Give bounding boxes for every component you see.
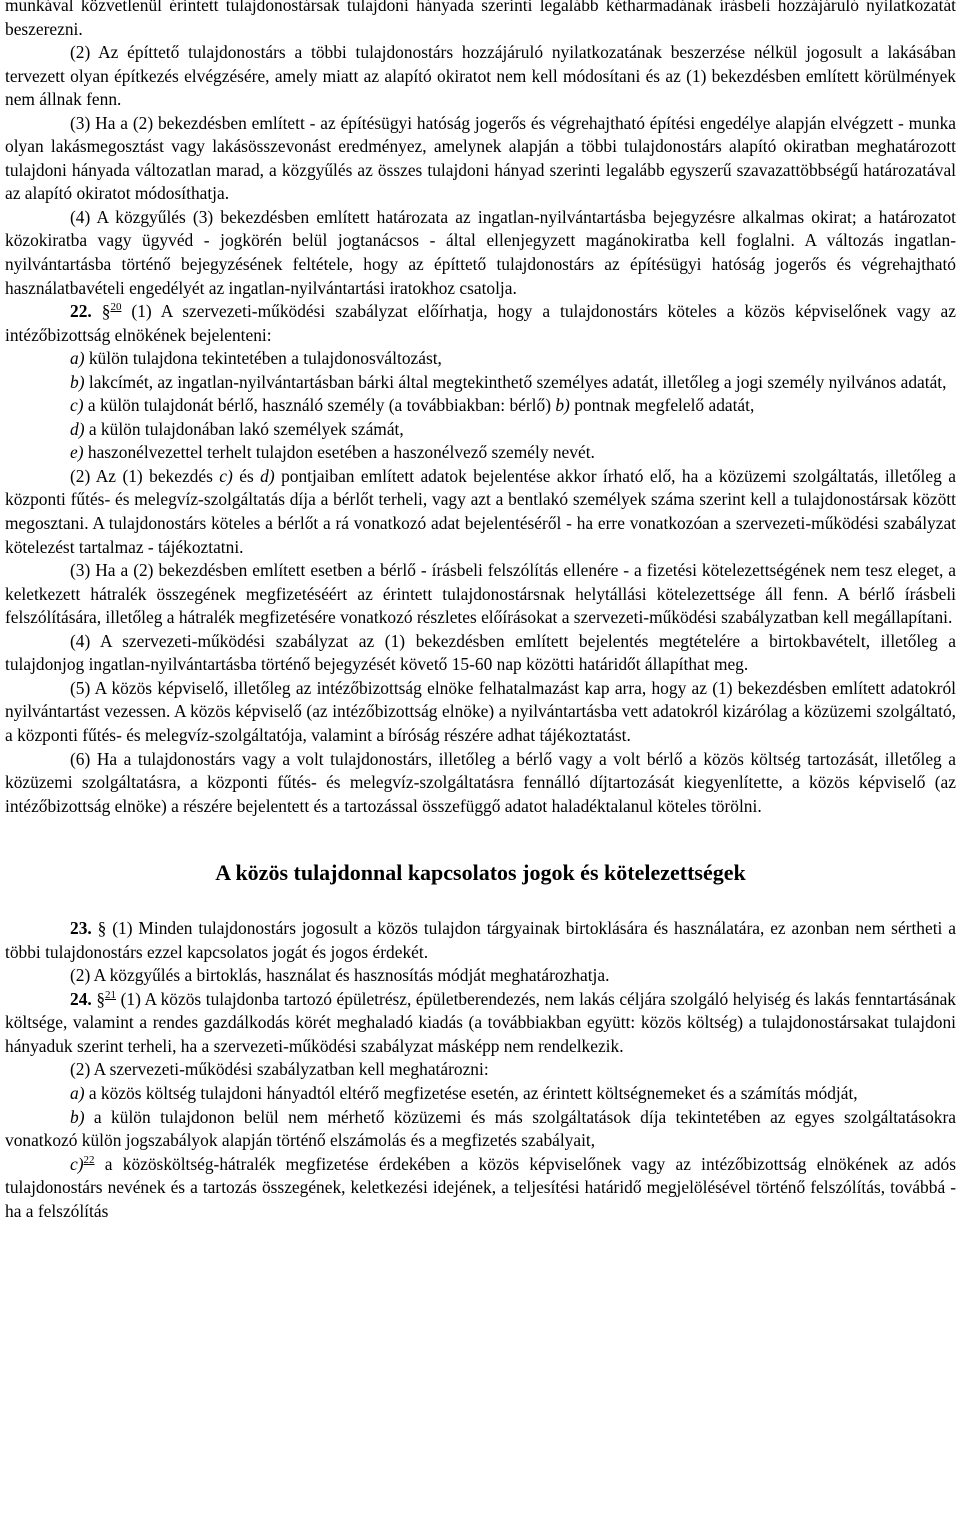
section-22-paragraph-1 — [5, 300, 956, 347]
list-item-e: e) haszonélvezettel terhelt tulajdon esetében a haszonélvező személy nevét. — [70, 442, 595, 463]
footnote-ref[interactable]: 22 — [83, 1153, 95, 1166]
section-sign: § — [101, 301, 111, 322]
section-22-paragraph-3: (3) Ha a (2) bekezdésben említett esetben a bérlő - írásbeli felszólítás ellenére - a fizetési kötelezettségének nem tesz eleget, a keletkezett hátralék összegének megfizetéséért az érintett tulajdonostársnak helytállási kötelezettsége áll fenn. A bérlő írásbeli felszólítására, illetőleg a hátralék megfizetésére vonatkozó részletes előírásokat a szervezeti-működési szabályzatban kell megállapítani. — [5, 560, 956, 628]
paragraph-21-2: (2) Az építtető tulajdonostárs a többi tulajdonostárs hozzájáruló nyilatkozatának beszerzése nélkül jogosult a lakásában tervezett olyan építkezés elvégzésére, amely miatt az alapító okiratot nem kell módosítani és az (1) bekezdésben említett körülmények nem állnak fenn. — [5, 42, 956, 110]
paragraph-continuation: munkával közvetlenül érintett tulajdonostársak tulajdoni hányada szerinti legalább kétharmadának írásbeli hozzájáruló nyilatkozatát beszerezni. — [5, 0, 956, 39]
chapter-heading: A közös tulajdonnal kapcsolatos jogok és kötelezettségek — [215, 860, 746, 886]
list-item-b: b) lakcímét, az ingatlan-nyilvántartásban bárki által megtekinthető személyes adatát, illetőleg a jogi személy nyilvános adatát, — [70, 371, 947, 392]
paragraph-21-3: (3) Ha a (2) bekezdésben említett - az építésügyi hatóság jogerős és végrehajtható építési engedélye alapján elvégzett - munka olyan lakásmegosztást vagy lakásösszevonást eredményez, amelynek alapján a többi tulajdonostárs alapító okiratban meghatározott tulajdoni hányada változatlan marad, a közgyűlés az összes tulajdoni hányad szerinti legalább egyszerű szavazattöbbségű határozatával az alapító okiratot módosíthatja. — [5, 112, 956, 204]
section-22-paragraph-2: (2) Az (1) bekezdés c) és d) pontjaiban említett adatok bejelentése akkor írható elő, ha a közüzemi szolgáltatás, illetőleg a központi fűtés- és melegvíz-szolgáltatás díja a bérlőt terheli, vagy azt a bentlakó személyek száma szerint kell a tulajdonostársak között megosztani. A tulajdonostárs köteles a bérlőt a rá vonatkozó adat bejelentéséről - ha erre vonatkozóan a szervezeti-működési szabályzat kötelezést tartalmaz - tájékoztatni. — [5, 465, 956, 557]
section-22-paragraph-6: (6) Ha a tulajdonostárs vagy a volt tulajdonostárs, illetőleg a bérlő vagy a volt bérlő a közös költség tartozását, illetőleg a közüzemi szolgáltatásra, a központi fűtés- és melegvíz-szolgáltatásra fennálló díjtartozását kiegyenlítette, a közös képviselő (az intézőbizottság elnöke) a részére bejelentett és a tartozással összefüggő adatot haladéktalanul köteles törölni. — [5, 748, 956, 816]
section-sign: § — [97, 918, 107, 939]
list-item-a: a) külön tulajdona tekintetében a tulajdonosváltozást, — [70, 348, 442, 369]
section-22-paragraph-5: (5) A közös képviselő, illetőleg az intézőbizottság elnöke felhatalmazást kap arra, hogy az (1) bekezdésben említett adatokról nyilvántartást vezessen. A közös képviselő (az intézőbizottság elnöke) a nyilvántartásba vett adatokról kizárólag a közüzemi szolgáltató, a központi fűtés- és melegvíz-szolgáltatója, valamint a bíróság részére adhat tájékoztatást. — [5, 677, 956, 745]
footnote-ref[interactable]: 20 — [110, 301, 122, 314]
list-item-b: b) a külön tulajdonon belül nem mérhető közüzemi és más szolgáltatások díja tekintetében az egyes szolgáltatásokra vonatkozó külön jogszabályok alapján történő elszámolás és a megfizetés szabályait, — [5, 1106, 956, 1151]
paragraph-21-4: (4) A közgyűlés (3) bekezdésben említett határozata az ingatlan-nyilvántartásba bejegyzésre alkalmas okirat; a határozatot közokiratba vagy ügyvéd - jogkörén belül jogtanácsos - által ellenjegyzett magánokiratba kell foglalni. A változás ingatlan-nyilvántartásba történő bejegyzésének feltétele, hogy az építtető tulajdonostárs az építésügyi hatóság jogerős és végrehajtható használatbavételi engedélyét az ingatlan-nyilvántartási iratokhoz csatolja. — [5, 206, 956, 298]
section-24-paragraph-1: 24. §$^{21}$ (1) A közös tulajdonba tartozó épületrész, épületberendezés, nem lakás céljára szolgáló helyiség és lakás fenntartásának költsége, valamint a rendes gazdálkodás körét meghaladó kiadás (a továbbiakban együtt: közös költség) a tulajdonostársakat tulajdoni hányaduk szerint terheli, ha a szervezeti-működési szabályzat másképp nem rendelkezik. — [5, 988, 956, 1056]
section-23-paragraph-1: 23. § (1) Minden tulajdonostárs jogosult a közös tulajdon tárgyainak birtoklására és használatára, ez azonban nem sértheti a többi tulajdonostárs ezzel kapcsolatos jogát és jogos érdekét. — [5, 918, 956, 962]
list-item-d: d) a külön tulajdonában lakó személyek számát, — [70, 418, 404, 439]
section-number: 22. — [70, 301, 92, 322]
list-item-a: a) a közös költség tulajdoni hányadtól eltérő megfizetése esetén, az érintett költségnemeket és a számítás módját, — [70, 1082, 858, 1103]
section-24-paragraph-2: (2) A szervezeti-működési szabályzatban kell meghatározni: — [70, 1059, 489, 1080]
section-23-paragraph-2: (2) A közgyűlés a birtoklás, használat és hasznosítás módját meghatározhatja. — [70, 965, 610, 986]
footnote-ref[interactable]: 21 — [105, 988, 117, 1001]
section-text: (1) A szervezeti-működési szabályzat előírhatja, hogy a tulajdonostárs köteles a közös képviselőnek vagy az intézőbizottság elnökének bejelenteni: — [5, 301, 956, 345]
section-22-paragraph-4: (4) A szervezeti-működési szabályzat az (1) bekezdésben említett bejelentés megtételére a birtokbavételt, illetőleg a tulajdonjog ingatlan-nyilvántartásba történő bejegyzését követő 15-60 nap közötti határidőt állapíthat meg. — [5, 630, 956, 675]
list-item-c: c) a külön tulajdonát bérlő, használó személy (a továbbiakban: bérlő) b) pontnak megfelelő adatát, — [70, 395, 755, 416]
list-item-c: c)$^{22}$ a közösköltség-hátralék megfizetése érdekében a közös képviselőnek vagy az intézőbizottság elnökének az adós tulajdonostárs nevének és a tartozás összegének, keletkezési idejének, a teljesítési határidő megjelölésével történő felszólítás, továbbá - ha a felszólítás — [5, 1153, 956, 1221]
section-sign: § — [96, 988, 106, 1009]
